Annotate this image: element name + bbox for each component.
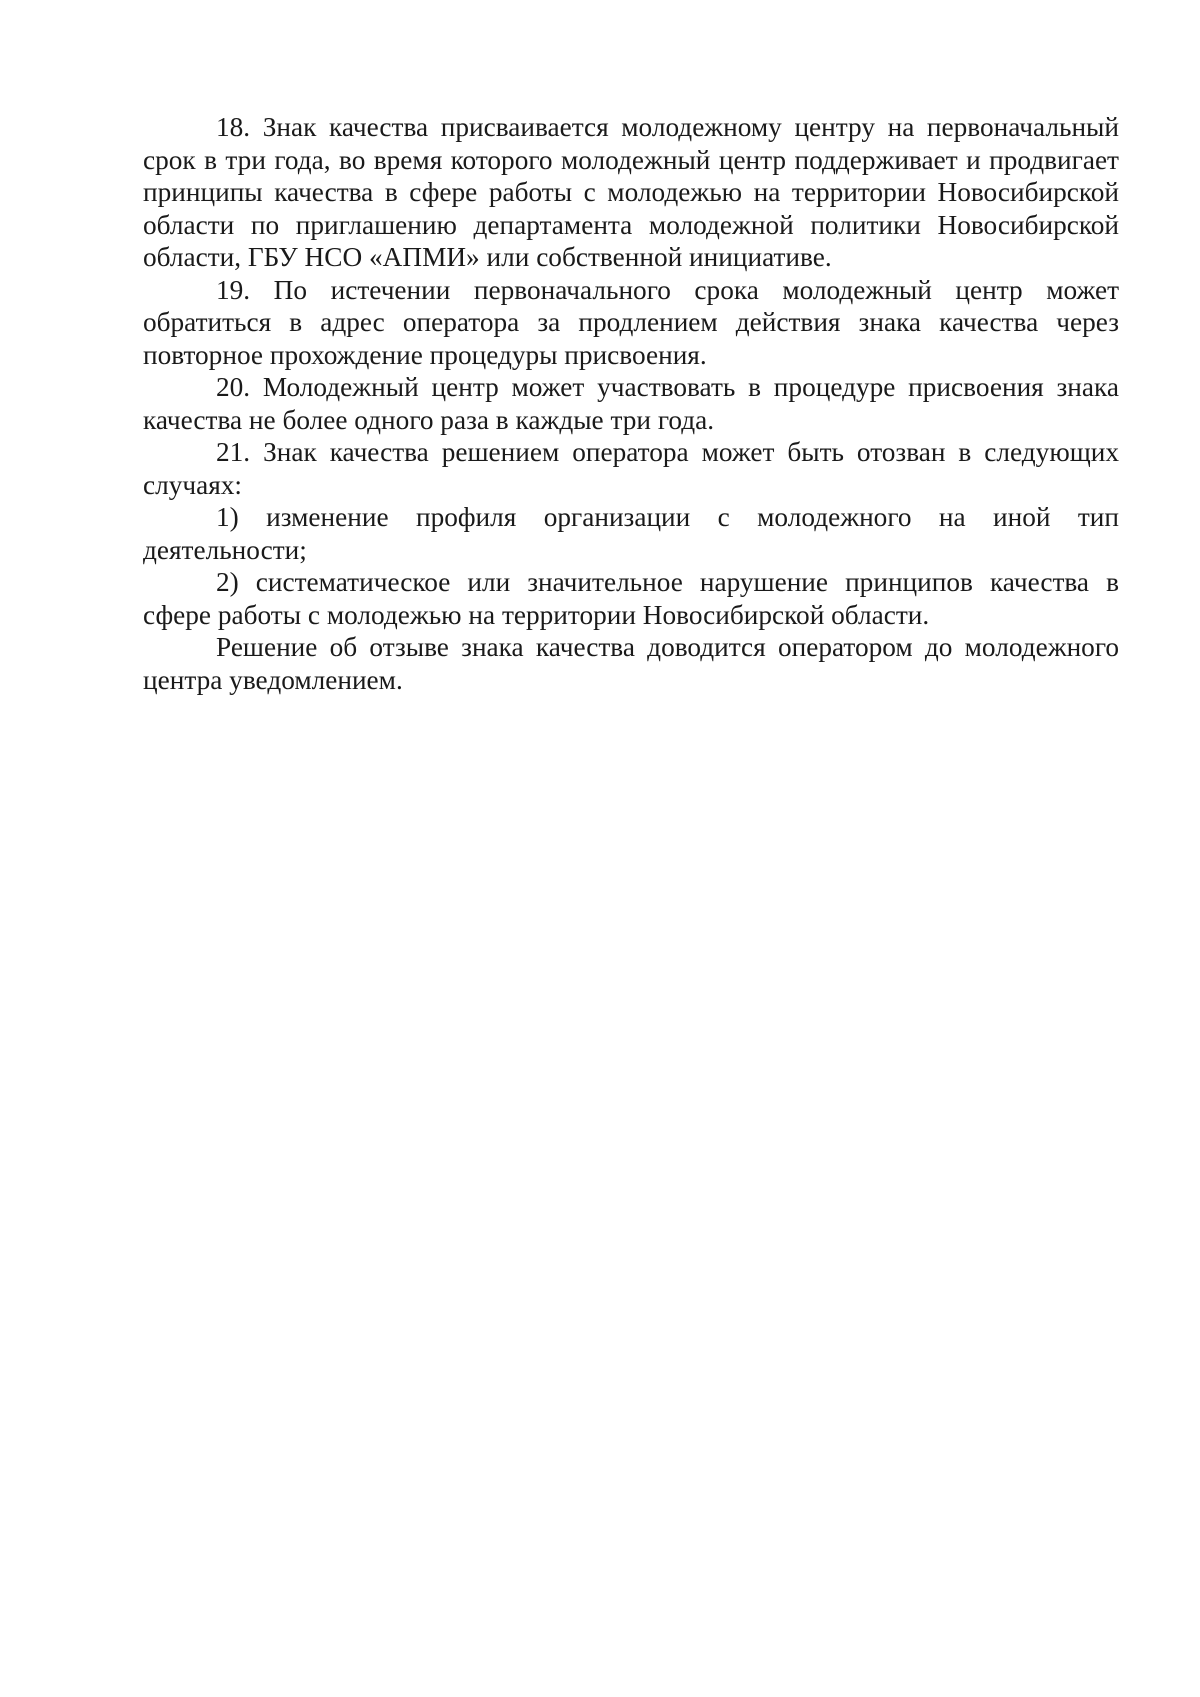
paragraph-20: 20. Молодежный центр может участвовать в процедуре присвоения знака качества не более одного раза в каждые три года. (143, 372, 1119, 435)
list-item-2: 2) систематическое или значительное нарушение принципов качества в сфере работы с молодежью на территории Новосибирской области. (143, 567, 1119, 630)
paragraph-18: 18. Знак качества присваивается молодежному центру на первоначальный срок в три года, во время которого молодежный центр поддерживает и продвигает принципы качества в сфере работы с молодежью на территории Новосибирской области по приглашению департамента молодежной политики Новосибирской области, ГБУ НСО «АПМИ» или собственной инициативе. (143, 112, 1119, 272)
document-body (143, 111, 1119, 696)
revocation-notice-paragraph: Решение об отзыве знака качества доводится оператором до молодежного центра уведомлением. (143, 632, 1119, 695)
list-item-1: 1) изменение профиля организации с молодежного на иной тип деятельности; (143, 502, 1119, 565)
paragraph-21: 21. Знак качества решением оператора может быть отозван в следующих случаях: (143, 437, 1119, 500)
paragraph-19: 19. По истечении первоначального срока молодежный центр может обратиться в адрес оператора за продлением действия знака качества через повторное прохождение процедуры присвоения. (143, 274, 1119, 370)
